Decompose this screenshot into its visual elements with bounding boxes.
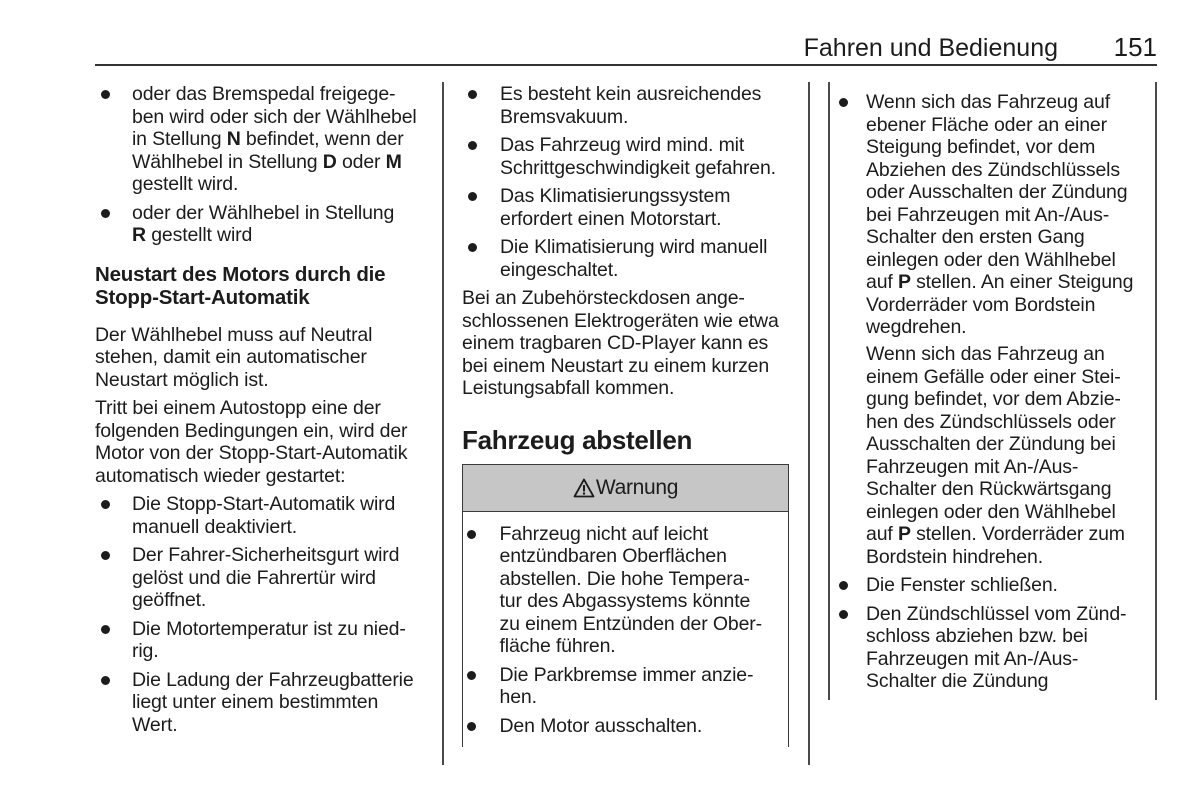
text-line — [866, 343, 1153, 366]
paragraph — [462, 287, 789, 400]
warning-box — [462, 464, 789, 748]
text-run: in Stellung — [132, 128, 227, 150]
text-line — [866, 456, 1153, 479]
text-line — [132, 640, 435, 663]
bold-text: P — [897, 271, 911, 293]
paragraph — [95, 324, 435, 392]
text-line — [95, 369, 435, 392]
bold-text: R — [132, 224, 146, 246]
text-run: auf — [866, 271, 898, 293]
text-run: Den Motor ausschalten. — [499, 714, 703, 737]
bullet-item — [463, 664, 788, 709]
text-run: Die Motortemperatur ist zu nied- — [132, 617, 406, 640]
text-run: Ausschalten der Zündung bei — [866, 433, 1116, 455]
text-line — [500, 157, 789, 180]
text-run: stehen, damit ein automatischer — [95, 346, 367, 368]
text-run: geöffnet. — [132, 589, 207, 611]
warning-icon — [573, 478, 595, 498]
text-run: manuell deaktiviert. — [132, 515, 297, 538]
text-run: hen des Zündschlüssels oder — [866, 410, 1116, 433]
bullet-item — [95, 493, 435, 538]
text-run: einem Gefälle oder einer Stei- — [866, 365, 1121, 388]
text-line — [132, 567, 435, 590]
text-line — [132, 202, 435, 225]
subsection-heading — [95, 263, 435, 310]
text-line — [95, 420, 435, 443]
text-line — [132, 669, 435, 692]
text-line — [866, 648, 1153, 671]
text-run: Bei an Zubehörsteckdosen ange- — [462, 287, 745, 309]
text-line — [866, 91, 1153, 114]
text-run: Der Fahrer-Sicherheitsgurt wird — [132, 544, 400, 566]
text-line — [866, 114, 1153, 137]
text-run: Der Wählhebel muss auf Neutral — [95, 323, 373, 346]
bullet-item — [463, 523, 788, 658]
header-rule — [95, 64, 1157, 66]
text-run: gestellt wird — [145, 224, 253, 246]
bullet-item — [828, 91, 1153, 339]
text-run: Vorderräder vom Bordstein — [866, 293, 1096, 316]
text-run: einem tragbaren CD-Player kann es — [462, 332, 769, 354]
text-line — [866, 670, 1153, 693]
section-heading — [462, 424, 789, 456]
text-run: abstellen. Die hohe Tempera- — [499, 567, 750, 590]
bullet-icon — [468, 90, 477, 99]
bullet-icon — [467, 530, 476, 539]
text-run: fläche führen. — [499, 635, 616, 657]
bold-text: D — [322, 150, 337, 173]
text-line — [132, 516, 435, 539]
text-run: schlossenen Elektrogeräten wie etwa — [462, 309, 779, 332]
text-line — [95, 263, 435, 287]
text-line — [500, 236, 789, 259]
text-run: automatisch wieder gestartet: — [95, 464, 346, 487]
text-run: bei einem Neustart zu einem kurzen — [462, 354, 770, 377]
page-number: 151 — [1113, 32, 1157, 62]
text-run: stellen. Vorderräder zum — [910, 523, 1125, 545]
bullet-icon — [839, 98, 848, 107]
text-run: einlegen oder den Wählhebel — [866, 500, 1116, 523]
column-3 — [828, 91, 1153, 693]
text-run: Die Ladung der Fahrzeugbatterie — [132, 668, 414, 691]
bullet-icon — [839, 610, 848, 619]
text-line — [95, 324, 435, 347]
bullet-icon — [467, 722, 476, 731]
text-run: oder der Wählhebel in Stellung — [132, 201, 395, 224]
bullet-item — [462, 83, 789, 128]
text-line — [462, 424, 789, 456]
bullet-item — [95, 544, 435, 612]
bullet-item — [462, 134, 789, 179]
text-line — [866, 433, 1153, 456]
warning-title: Warnung — [595, 475, 679, 499]
text-line — [132, 691, 435, 714]
text-run: eingeschaltet. — [500, 258, 619, 281]
bold-text: N — [226, 128, 241, 150]
bullet-item — [463, 715, 788, 738]
text-line — [500, 664, 789, 687]
text-run: Fahrzeugen mit An-/Aus- — [866, 647, 1079, 670]
text-run: entzündbaren Oberflächen — [499, 545, 727, 567]
text-line — [500, 523, 789, 546]
bullet-icon — [468, 243, 477, 252]
text-run: folgenden Bedingungen ein, wird der — [95, 419, 408, 442]
text-run: Tritt bei einem Autostopp eine der — [95, 397, 381, 419]
text-line — [866, 546, 1153, 569]
text-run: Neustart des Motors durch die — [95, 262, 386, 286]
bullet-item — [95, 83, 435, 196]
text-run: Bremsvakuum. — [500, 105, 629, 128]
text-line — [500, 208, 789, 231]
text-line — [462, 355, 789, 378]
text-run: Wenn sich das Fahrzeug an — [866, 343, 1105, 365]
text-run: Die Klimatisierung wird manuell — [500, 236, 768, 258]
text-line — [500, 613, 789, 636]
text-run: Es besteht kein ausreichendes — [500, 83, 762, 105]
text-run: stellen. An einer Steigung — [910, 271, 1134, 293]
text-line — [132, 544, 435, 567]
bullet-icon — [468, 141, 477, 150]
bullet-icon — [839, 581, 848, 590]
text-run: ben wird oder sich der Wählhebel — [132, 105, 417, 128]
text-run: Wert. — [132, 713, 178, 736]
text-run: Die Stopp-Start-Automatik wird — [132, 493, 396, 515]
text-line — [866, 181, 1153, 204]
text-run: Schalter den ersten Gang — [866, 226, 1085, 248]
text-run: erfordert einen Motorstart. — [500, 207, 722, 230]
text-run: oder — [336, 150, 386, 173]
text-line — [132, 151, 435, 174]
paragraph — [95, 397, 435, 487]
text-line — [132, 83, 435, 106]
text-line — [866, 316, 1153, 339]
bullet-item — [462, 185, 789, 230]
text-run: Schalter die Zündung — [866, 670, 1049, 692]
text-line — [132, 589, 435, 612]
text-line — [500, 686, 789, 709]
text-line — [866, 478, 1153, 501]
bold-text: P — [897, 523, 911, 545]
text-run: Fahrzeug abstellen — [462, 424, 693, 455]
text-line — [132, 618, 435, 641]
bullet-item — [95, 669, 435, 737]
text-run: hen. — [499, 686, 537, 708]
text-run: Stopp-Start-Automatik — [95, 286, 310, 309]
text-run: gelöst und die Fahrertür wird — [132, 566, 376, 589]
text-line — [462, 377, 789, 400]
text-line — [462, 310, 789, 333]
text-line — [866, 271, 1153, 294]
bullet-icon — [101, 500, 110, 509]
bullet-icon — [101, 625, 110, 634]
text-run: befindet, wenn der — [240, 128, 404, 150]
text-line — [500, 259, 789, 282]
text-run: schloss abziehen bzw. bei — [866, 625, 1088, 647]
text-line — [866, 603, 1153, 626]
text-run: gestellt wird. — [132, 173, 239, 195]
bullet-icon — [101, 90, 110, 99]
text-run: Steigung befindet, vor dem — [866, 136, 1096, 158]
text-run: oder das Bremspedal freigege- — [132, 83, 396, 105]
bullet-item — [95, 202, 435, 247]
text-line — [132, 714, 435, 737]
text-line — [500, 545, 789, 568]
text-line — [866, 226, 1153, 249]
text-line — [866, 249, 1153, 272]
text-run: Das Fahrzeug wird mind. mit — [500, 134, 745, 156]
text-line — [866, 159, 1153, 182]
text-run: Schrittgeschwindigkeit gefahren. — [500, 156, 776, 179]
text-line — [500, 134, 789, 157]
text-run: Das Klimatisierungssystem — [500, 185, 731, 207]
warning-header — [463, 465, 788, 512]
text-line — [866, 388, 1153, 411]
text-line — [132, 224, 435, 247]
text-run: ebener Fläche oder an einer — [866, 113, 1107, 136]
text-line — [500, 635, 789, 658]
text-line — [500, 715, 789, 738]
text-line — [95, 286, 435, 310]
column-1 — [95, 83, 435, 736]
text-run: Wählhebel in Stellung — [132, 150, 323, 173]
text-line — [132, 493, 435, 516]
text-line — [500, 590, 789, 613]
text-run: Motor von der Stopp-Start-Automatik — [95, 442, 408, 464]
text-line — [95, 397, 435, 420]
text-run: Fahrzeug nicht auf leicht — [499, 522, 709, 545]
indented-paragraph — [828, 343, 1153, 568]
text-line — [866, 523, 1153, 546]
text-line — [866, 204, 1153, 227]
bullet-icon — [468, 192, 477, 201]
text-run: Den Zündschlüssel vom Zünd- — [866, 602, 1127, 625]
text-line — [500, 83, 789, 106]
text-line — [866, 574, 1153, 597]
text-line — [866, 366, 1153, 389]
bullet-icon — [467, 671, 476, 680]
text-run: Bordstein hindrehen. — [866, 545, 1043, 568]
text-line — [866, 411, 1153, 434]
text-line — [95, 465, 435, 488]
text-run: Fahrzeugen mit An-/Aus- — [866, 455, 1079, 478]
text-line — [132, 173, 435, 196]
text-run: Schalter den Rückwärtsgang — [866, 478, 1112, 500]
text-run: oder Ausschalten der Zündung — [866, 181, 1128, 203]
text-run: liegt unter einem bestimmten — [132, 691, 379, 713]
bullet-item — [828, 603, 1153, 693]
text-run: Neustart möglich ist. — [95, 368, 269, 391]
bullet-icon — [101, 551, 110, 560]
bullet-icon — [101, 676, 110, 685]
bullet-item — [95, 618, 435, 663]
text-line — [132, 128, 435, 151]
text-run: zu einem Entzünden der Ober- — [499, 612, 762, 635]
text-run: einlegen oder den Wählhebel — [866, 248, 1116, 271]
text-run: rig. — [132, 640, 159, 662]
text-line — [866, 136, 1153, 159]
text-line — [462, 287, 789, 310]
text-line — [132, 106, 435, 129]
text-line — [95, 346, 435, 369]
text-line — [866, 625, 1153, 648]
text-run: Wenn sich das Fahrzeug auf — [866, 91, 1110, 113]
text-run: bei Fahrzeugen mit An-/Aus- — [866, 203, 1110, 226]
text-run: Abziehen des Zündschlüssels — [866, 158, 1120, 181]
text-line — [866, 294, 1153, 317]
column-divider-left — [442, 82, 444, 765]
text-run: Die Fenster schließen. — [866, 574, 1058, 596]
bold-text: M — [385, 150, 402, 173]
text-line — [500, 568, 789, 591]
text-line — [500, 185, 789, 208]
bullet-item — [462, 236, 789, 281]
column-divider-right — [808, 82, 810, 765]
text-line — [95, 442, 435, 465]
section-title: Fahren und Bedienung — [803, 34, 1058, 62]
bullet-item — [828, 574, 1153, 597]
info-box-border-right — [1155, 82, 1157, 700]
column-2 — [462, 83, 789, 747]
warning-body — [463, 512, 788, 748]
text-run: tur des Abgassystems könnte — [499, 590, 751, 612]
text-run: Die Parkbremse immer anzie- — [499, 663, 754, 686]
text-line — [462, 332, 789, 355]
text-run: wegdrehen. — [866, 316, 967, 338]
bullet-icon — [101, 209, 110, 218]
text-run: Leistungsabfall kommen. — [462, 377, 675, 399]
text-run: auf — [866, 523, 898, 545]
text-line — [500, 106, 789, 129]
text-line — [866, 501, 1153, 524]
text-run: gung befindet, vor dem Abzie- — [866, 388, 1121, 410]
